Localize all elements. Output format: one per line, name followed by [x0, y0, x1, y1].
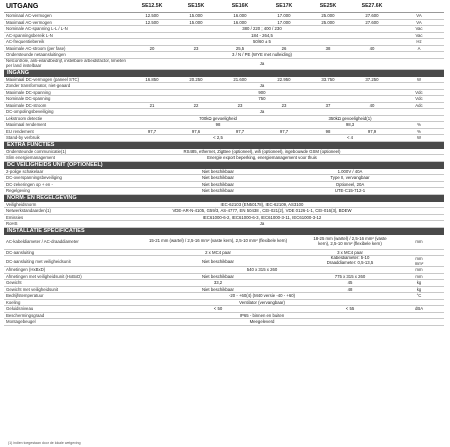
model-header: SE27.6K	[350, 0, 394, 13]
spec-value: 33.750	[306, 77, 350, 83]
spec-label: Geluidsniveau	[4, 306, 130, 313]
datasheet-table	[4, 0, 444, 326]
spec-row	[4, 58, 444, 69]
spec-row	[4, 319, 444, 326]
spec-label: Maximale AC-stroom (per fase)	[4, 45, 130, 52]
section-header	[4, 69, 444, 77]
spec-value: 50/60 ± 5	[130, 39, 394, 46]
spec-value: Ja	[130, 221, 394, 228]
spec-value: 48	[306, 286, 394, 293]
model-header: SE12.5K	[130, 0, 174, 13]
spec-value: Energie export beperking, energiemanagement voor thuis	[130, 155, 394, 162]
spec-value: 775 x 315 x 260	[306, 273, 394, 280]
spec-value: 97,6	[174, 128, 218, 135]
spec-value: 40	[350, 102, 394, 109]
spec-value: Niet beschikbaar	[130, 169, 306, 175]
spec-value: 37.250	[350, 77, 394, 83]
spec-label: Zonder transformator, niet-geaard	[4, 83, 130, 90]
spec-label: Gewicht	[4, 280, 130, 287]
spec-label: Ondersteunde netaansluitingen	[4, 52, 130, 59]
spec-label: AC-spanningsbereik L-N	[4, 32, 130, 39]
spec-label: DC-overspanningsbeveiliging	[4, 175, 130, 182]
spec-label: Nominaal AC-vermogen	[4, 13, 130, 20]
spec-value: Type II, vervangbaar	[306, 175, 394, 182]
section-header	[4, 194, 444, 202]
spec-value: < 2,5	[130, 135, 306, 142]
spec-value: 540 x 315 x 260	[130, 267, 394, 274]
spec-label: EU rendement	[4, 128, 130, 135]
spec-unit: Vac	[394, 26, 444, 33]
spec-label: Lekstroom detectie	[4, 115, 130, 122]
spec-unit: Vac	[394, 32, 444, 39]
section-title: INGANG	[4, 69, 444, 77]
spec-label: Regelgeving	[4, 188, 130, 195]
spec-label: Ondersteunde communicatie(1)	[4, 149, 130, 155]
spec-value: 21	[130, 102, 174, 109]
spec-value: 40	[350, 45, 394, 52]
spec-value: Optioneel, 20A	[306, 181, 394, 188]
spec-label: AC-frequentiebereik	[4, 39, 130, 46]
spec-value: IP65 - binnen en buiten	[130, 312, 394, 319]
spec-value: 23	[218, 102, 262, 109]
spec-value: 15-21 mm (wartel) / 2,5-16 mm² (vaste kern), 2,5-10 mm² (flexibele kern)	[130, 235, 306, 250]
spec-unit: Vdc	[394, 89, 444, 96]
spec-value: 16.000	[218, 13, 262, 20]
spec-value: 37	[306, 102, 350, 109]
spec-unit: %	[394, 128, 444, 135]
section-header	[4, 141, 444, 149]
spec-value: 380 / 220 ; 400 / 230	[130, 26, 394, 33]
spec-label: RoHS	[4, 221, 130, 228]
spec-unit: dBA	[394, 306, 444, 313]
spec-label: Montagebeugel	[4, 319, 130, 326]
spec-unit: W	[394, 135, 444, 142]
spec-unit: Hz	[394, 39, 444, 46]
spec-value: 27.600	[350, 19, 394, 26]
spec-unit: mm	[394, 273, 444, 280]
spec-label: Veiligheidsnorm	[4, 202, 130, 208]
spec-unit: VA	[394, 13, 444, 20]
spec-row	[4, 235, 444, 250]
spec-value: 22	[174, 102, 218, 109]
spec-value: 700kΩ gevoeligheid	[130, 115, 306, 122]
spec-value: 25,5	[218, 45, 262, 52]
spec-label: Bedrijfstemperatuur	[4, 293, 130, 300]
spec-value: -20 - +60(4) (M40 versie -40 - +60)	[130, 293, 394, 300]
spec-label: Afmetingen (HxBxD)	[4, 267, 130, 274]
spec-value: 97,7	[262, 128, 306, 135]
spec-value: Niet beschikbaar	[130, 175, 306, 182]
header-row	[4, 0, 444, 13]
spec-value: IEC61000-6-2, IEC61000-6-3, IEC61000-3-11, IEC61000-3-12	[130, 214, 394, 221]
spec-unit: kg	[394, 280, 444, 287]
spec-unit: kg	[394, 286, 444, 293]
section-header	[4, 161, 444, 169]
spec-value: 15.000	[174, 19, 218, 26]
spec-value: 97,7	[218, 128, 262, 135]
spec-value: 25.000	[306, 13, 350, 20]
spec-unit: W	[394, 77, 444, 83]
spec-value: UTE-C15-712-1	[306, 188, 394, 195]
spec-value: RS485, ethernet, ZigBee (optioneel), wifi (optioneel), ingebouwde GSM (optioneel)	[130, 149, 394, 155]
spec-value: 45	[306, 280, 394, 287]
spec-label: DC-ompolingsbeveiliging	[4, 109, 130, 116]
spec-unit: mm mm²	[394, 256, 444, 267]
spec-value: 23	[262, 102, 306, 109]
spec-value: 16.850	[130, 77, 174, 83]
spec-label: Slim energiemanagement	[4, 155, 130, 162]
spec-unit	[394, 319, 444, 326]
spec-value: 750	[130, 96, 394, 103]
spec-value: Niet beschikbaar	[130, 256, 306, 267]
spec-label: Gewicht met veiligheidsunit	[4, 286, 130, 293]
spec-value: 33,2	[130, 280, 306, 287]
spec-row	[4, 256, 444, 267]
spec-label: Maximaal rendement	[4, 122, 130, 129]
spec-value: 97,9	[350, 128, 394, 135]
spec-value: VDE-AR-N-4105, G59/3, AS-4777, EN 50438 , CEI-021(2), VDE 0126-1-1, CEI-016(3), BDEW	[130, 208, 394, 215]
spec-value: Niet beschikbaar	[130, 273, 306, 280]
spec-label: Maximaal AC-vermogen	[4, 19, 130, 26]
spec-label: Beschermingsgraad	[4, 312, 130, 319]
spec-value: 3 / N / PE (WYE met nulleiding)	[130, 52, 394, 59]
spec-value: 97,7	[130, 128, 174, 135]
spec-value: 12.500	[130, 13, 174, 20]
spec-unit	[394, 58, 444, 69]
spec-value: 20.250	[174, 77, 218, 83]
spec-value: 38	[306, 45, 350, 52]
model-header: SE15K	[174, 0, 218, 13]
spec-value: 20	[130, 45, 174, 52]
spec-value: 2 x MC4 paar	[130, 249, 306, 256]
spec-label: DC-aansluiting	[4, 249, 130, 256]
spec-value: Niet beschikbaar	[130, 188, 306, 195]
section-title: NORM- EN REGELGEVING	[4, 194, 444, 202]
spec-value: 98	[306, 128, 350, 135]
spec-value: 98	[130, 122, 306, 129]
spec-unit: %	[394, 122, 444, 129]
spec-label: Netcontrole, anti-eilandbedrijf, instelbare arbeidsfactor, limieten per land instelbaar	[4, 58, 130, 69]
section-title: EXTRA FUNCTIES	[4, 141, 444, 149]
spec-label: Maximale DC-spanning	[4, 89, 130, 96]
spec-value: 184 - 264,5	[130, 32, 394, 39]
spec-value: 27.600	[350, 13, 394, 20]
spec-value: Ja	[130, 109, 394, 116]
spec-value: < 55	[306, 306, 394, 313]
spec-label: AC-kabeldiameter / AC-draaddiameter	[4, 235, 130, 250]
spec-value: 17.000	[262, 19, 306, 26]
spec-value: IEC-62103 (EN50178), IEC-62109, AS3100	[130, 202, 394, 208]
spec-value: 98,3	[306, 122, 394, 129]
spec-unit: °C	[394, 293, 444, 300]
spec-value: Ventilator (vervangbaar)	[130, 299, 394, 306]
footnote: (1) indien toegestaan door de lokale wetgeving	[8, 441, 81, 445]
spec-value: Meegeleverd	[130, 319, 394, 326]
spec-label: Stand-by verbruik	[4, 135, 130, 142]
spec-value: Ja	[130, 58, 394, 69]
spec-value: 1.000V / 40A	[306, 169, 394, 175]
spec-value: Kabeldiameter: 5-10 Draaddiameter: 0,5-13,5	[306, 256, 394, 267]
spec-unit: A	[394, 45, 444, 52]
spec-label: DC-zekeringen op + en -	[4, 181, 130, 188]
spec-value: Niet beschikbaar	[130, 181, 306, 188]
spec-label: 2-polige schakelaar	[4, 169, 130, 175]
spec-label: DC-aansluiting met veiligheidsunit	[4, 256, 130, 267]
section-title: INSTALLATIE SPECIFICATIES	[4, 227, 444, 235]
spec-label: Koeling	[4, 299, 130, 306]
spec-value: 18-25 mm (wartel) / 2,5-16 mm² (vaste kern), 2,5-10 mm² (flexibele kern)	[306, 235, 394, 250]
spec-value: 21.600	[218, 77, 262, 83]
spec-value: Ja	[130, 83, 394, 90]
section-title: DC VEILIGHEIDS UNIT (OPTIONEEL)	[4, 161, 444, 169]
spec-value: 3 x MC4 paar	[306, 249, 394, 256]
spec-value: < 50	[130, 306, 306, 313]
spec-unit: Adc	[394, 102, 444, 109]
spec-value: 26	[262, 45, 306, 52]
spec-value: 350kΩ gevoeligheid(1)	[306, 115, 394, 122]
spec-value: 23	[174, 45, 218, 52]
spec-label: Maximaal DC-vermogen (paneel STC)	[4, 77, 130, 83]
spec-label: Nominale DC-spanning	[4, 96, 130, 103]
model-header: SE16K	[218, 0, 262, 13]
spec-value: 17.000	[262, 13, 306, 20]
spec-value: 12.500	[130, 19, 174, 26]
spec-label: Emissies	[4, 214, 130, 221]
section-title-uitgang: UITGANG	[4, 0, 130, 13]
section-header	[4, 227, 444, 235]
spec-value: Niet beschikbaar	[130, 286, 306, 293]
spec-unit: mm	[394, 235, 444, 250]
model-header: SE17K	[262, 0, 306, 13]
spec-label: Nominale AC-spanning L-L / L-N	[4, 26, 130, 33]
model-header: SE25K	[306, 0, 350, 13]
spec-unit: VA	[394, 19, 444, 26]
spec-label: Afmetingen met veiligheidsunit (HxBxD)	[4, 273, 130, 280]
spec-value: 15.000	[174, 13, 218, 20]
spec-value: < 4	[306, 135, 394, 142]
spec-value: 16.000	[218, 19, 262, 26]
spec-label: Netwerkstandaarden(1)	[4, 208, 130, 215]
spec-unit: mm	[394, 267, 444, 274]
spec-value: 900	[130, 89, 394, 96]
spec-value: 22.950	[262, 77, 306, 83]
spec-unit: Vdc	[394, 96, 444, 103]
spec-label: Maximale DC-stroom	[4, 102, 130, 109]
spec-value: 25.000	[306, 19, 350, 26]
